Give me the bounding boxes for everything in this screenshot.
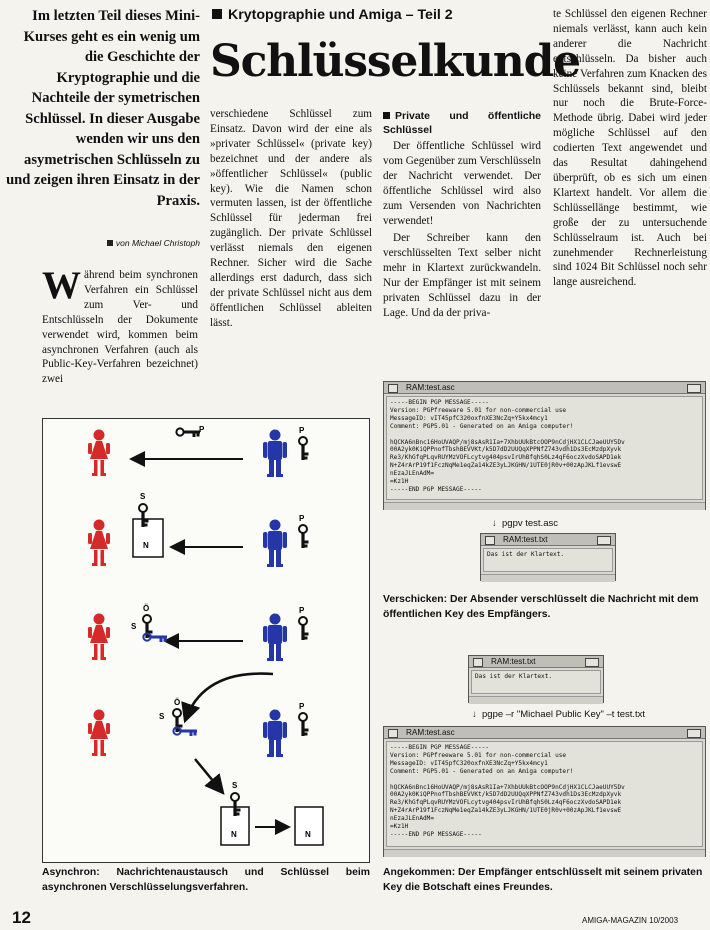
command-text: pgpe –r "Michael Public Key" –t test.txt: [482, 709, 646, 720]
amiga-window-encrypted: [383, 726, 706, 857]
document-label: N: [143, 541, 149, 550]
window-content: Das ist der Klartext.: [471, 670, 601, 694]
kicker-text: Krytopgraphie und Amiga – Teil 2: [228, 7, 453, 23]
scrollbar[interactable]: [384, 849, 705, 857]
key-label: P: [299, 514, 305, 523]
square-bullet-icon: [212, 9, 222, 19]
woman-figure: [88, 710, 110, 757]
body-column-3: [383, 109, 541, 324]
key-label: P: [299, 426, 305, 435]
drop-cap: W: [42, 264, 81, 307]
figure-caption-left: Asynchron: Nachrichtenaustausch und Schlüssel beim asynchronen Verschlüsselungsverfahren.: [42, 867, 370, 893]
figure-caption-received: Angekommen: Der Empfänger entschlüsselt mit seinem privaten Key die Botschaft eines Freundes.: [383, 867, 703, 893]
body-column-2: verschiedene Schlüssel zum Einsatz. Davon wird der eine als »privater Schlüssel« (private key) bezeichnet und der andere als »öffentlicher Schlüssel« (public key). Wie die Namen schon vermuten lassen, ist der öffentliche Schlüssel für jederman frei zugänglich. Der private Schlüssel verlässt niemals den eigenen Rechner. Sicher wird die Sache allerdings erst dadurch, dass sich der private Schlüssel nicht aus dem öffentlichen Schlüssel ableiten lässt.: [210, 108, 372, 329]
section-heading: [383, 109, 541, 137]
public-key-icon: [299, 713, 308, 736]
public-key-icon: [299, 437, 308, 460]
window-title: RAM:test.txt: [469, 656, 603, 668]
shell-command: [492, 518, 558, 529]
key-label: Ö: [174, 698, 181, 707]
public-key-icon: [176, 428, 199, 436]
man-figure: [263, 710, 287, 758]
document-box: [133, 519, 163, 557]
key-label: S: [232, 781, 238, 790]
body-column-4: te Schlüssel den eigenen Rechner niemals verlässt, kann auch kein anderer die Nachricht entschlüsseln. Da bisher auch keine Verfahren zum Knacken des Schlüssels bekannt sind, bleibt nur noch die Brute-Force-Methode übrig. Dabei wird jeder mögliche Schlüssel auf den codierten Text angewendet und das Resultat dahingehend überprüft, ob es sich um einen Klartext handelt. Vor allem die Schlüssellänge bestimmt, wie große der zu untersuchende Schlüsselraum ist. Auch bei zunehmender Rechnerleistung sind 1024 Bit Schlüssel noch sehr lange ausreichend.: [553, 8, 707, 289]
scrollbar[interactable]: [384, 502, 705, 510]
key-label: S: [159, 712, 165, 721]
key-label: Ö: [143, 604, 150, 613]
byline: [20, 238, 200, 248]
woman-figure: [88, 614, 110, 661]
arrow: [195, 759, 223, 793]
page-title: Schlüsselkunde: [210, 36, 580, 87]
man-figure: [263, 520, 287, 568]
man-figure: [263, 614, 287, 662]
byline-author: von Michael Christoph: [115, 238, 200, 248]
body-column-1: [42, 264, 198, 387]
window-content: -----BEGIN PGP MESSAGE----- Version: PGPfreeware 5.01 for non-commercial use MessageID: vIT45pfC320oxfnXE3NcZq+Y5kx4mcy1 Comment: PGP5.01 - Generated on an Amiga computer! hQCKA6nBnc16HoUVAQP/mj8sAsR1Ia+7XhbUUkBtcOOP9nCdjHX1CLCJaeUUY5Dv 00A2yk0KiQPPnofTbshBEVVKt/k5D7dD2UUQqXPPNfZ743vdh1Ds3EcMzdpXyvk Re3/KhGfqPLqvRUYMzVOFLcytvg404psvIrUhBfqhS0Lz4qF6oczXvdoSAPD1ek N+Z4rArP19f1FczNqMe1eqZa14kZE3yLJKGHN/1UTE0jR0v+00zApJKLf1evswE nEzaJLEnAdM= =Kz1H -----END PGP MESSAGE-----: [386, 396, 703, 500]
public-key-icon: [299, 525, 308, 548]
document-label: N: [305, 830, 311, 839]
command-text: pgpv test.asc: [502, 518, 558, 529]
body-text-1: ährend beim synchronen Verfahren ein Schlüssel zum Ver- und Entschlüsseln der Dokumente verwendet wird, kommen beim asynchronen Verfahren (auch als Public-Key-Verfahren bezeichnet) zwei: [42, 269, 198, 386]
article-kicker: [212, 7, 453, 23]
key-label: P: [299, 606, 305, 615]
figure-caption-send: Verschicken: Der Absender verschlüsselt die Nachricht mit dem öffentlichen Key des Empfängers.: [383, 594, 699, 620]
arrow-down-icon: ↓: [472, 709, 477, 720]
key-label: P: [299, 702, 305, 711]
window-content: Das ist der Klartext.: [483, 548, 613, 572]
public-key-icon: [299, 617, 308, 640]
key-exchange-svg: [43, 419, 369, 862]
amiga-window-encrypted: [383, 381, 706, 510]
shell-command: [472, 709, 645, 720]
square-bullet-icon: [383, 112, 390, 119]
curved-arrow: [185, 674, 273, 721]
key-label: S: [140, 492, 146, 501]
body-paragraph: Der Schreiber kann den verschlüsselten Text selber nicht mehr in Klartext zurückwandeln. Nur der Empfänger ist mit seinem privaten Schlüssel dazu in der Lage. Und da der priva-: [383, 232, 541, 319]
man-figure: [263, 430, 287, 478]
lead-paragraph: Im letzten Teil dieses Mini-Kurses geht es ein wenig um die Geschichte der Kryptographie und die Nachteile der symetrischen Schlüssel. In dieser Ausgabe wenden wir uns den asymetrischen Schlüsseln zu und zeigen ihren Einsatz in der Praxis.: [6, 8, 200, 209]
document-box: [295, 807, 323, 845]
window-title: RAM:test.asc: [384, 382, 705, 394]
body-paragraph: Der öffentliche Schlüssel wird vom Gegenüber zum Verschlüsseln der Nachricht verwendet. Der öffentliche Schlüssel wird also zum Versenden von Nachrichten verwendet!: [383, 140, 541, 227]
magazine-issue: AMIGA-MAGAZIN 10/2003: [582, 916, 679, 925]
amiga-window-plaintext: [480, 533, 616, 581]
woman-figure: [88, 520, 110, 567]
key-label: S: [131, 622, 137, 631]
square-bullet-icon: [107, 240, 113, 246]
window-title: RAM:test.asc: [384, 727, 705, 739]
key-exchange-diagram: [42, 418, 370, 863]
document-label: N: [231, 830, 237, 839]
arrow-down-icon: ↓: [492, 518, 497, 529]
scrollbar[interactable]: [481, 574, 615, 582]
page-number: 12: [12, 908, 31, 927]
key-label: P: [199, 425, 205, 434]
woman-figure: [88, 430, 110, 477]
window-content: -----BEGIN PGP MESSAGE----- Version: PGPfreeware 5.01 for non-commercial use MessageID: vIT45pfC320oxfnXE3NcZq+Y5kx4mcy1 Comment: PGP5.01 - Generated on an Amiga computer! hQCKA6nBnc16HoUVAQP/mj8sAsR1Ia+7XhbUUkBtcOOP9nCdjHX1CLCJaeUUY5Dv 00A2yk0KiQPPnofTbshBEVVKt/k5D7dD2UUQqXPPNfZ743vdh1Ds3EcMzdpXyvk Re3/KhGfqPLqvRUYMzVOFLcytvg404psvIrUhBfqhS0Lz4qF6oczXvdoSAPD1ek N+Z4rArP19f1FczNqMe1eqZa14kZE3yLJKGHN/1UTE0jR0v+00zApJKLf1evswE nEzaJLEnAdM= =Kz1H -----END PGP MESSAGE-----: [386, 741, 703, 847]
window-title: RAM:test.txt: [481, 534, 615, 546]
amiga-window-plaintext: [468, 655, 604, 703]
scrollbar[interactable]: [469, 696, 603, 704]
section-heading-text: Private und öffentliche Schlüssel: [383, 110, 541, 136]
